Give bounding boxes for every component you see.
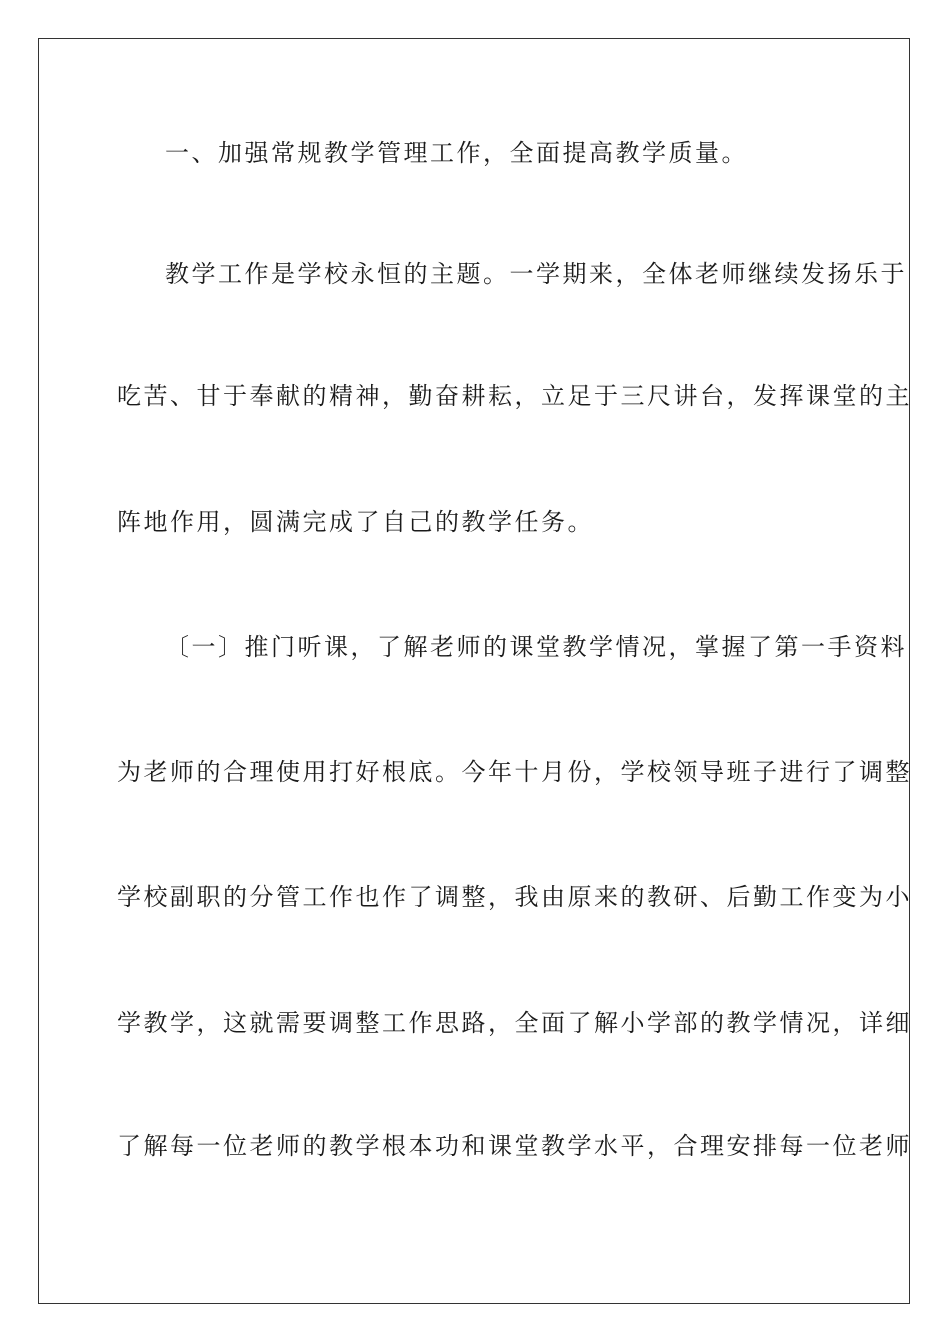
section-heading: 一、加强常规教学管理工作，全面提高教学质量。 xyxy=(165,139,748,167)
paragraph-line: 学校副职的分管工作也作了调整，我由原来的教研、后勤工作变为小 xyxy=(117,883,912,911)
paragraph-line: 为老师的合理使用打好根底。今年十月份，学校领导班子进行了调整 xyxy=(117,758,912,786)
paragraph-line: 学教学，这就需要调整工作思路，全面了解小学部的教学情况，详细 xyxy=(117,1009,912,1037)
paragraph-line: 吃苦、甘于奉献的精神，勤奋耕耘，立足于三尺讲台，发挥课堂的主 xyxy=(117,382,912,410)
subsection-line: 〔一〕推门听课，了解老师的课堂教学情况，掌握了第一手资料 xyxy=(165,633,907,661)
paragraph-line: 教学工作是学校永恒的主题。一学期来，全体老师继续发扬乐于 xyxy=(165,260,907,288)
paragraph-line: 了解每一位老师的教学根本功和课堂教学水平，合理安排每一位老师 xyxy=(117,1132,912,1160)
page-border xyxy=(38,38,910,1304)
paragraph-line: 阵地作用，圆满完成了自己的教学任务。 xyxy=(117,508,594,536)
